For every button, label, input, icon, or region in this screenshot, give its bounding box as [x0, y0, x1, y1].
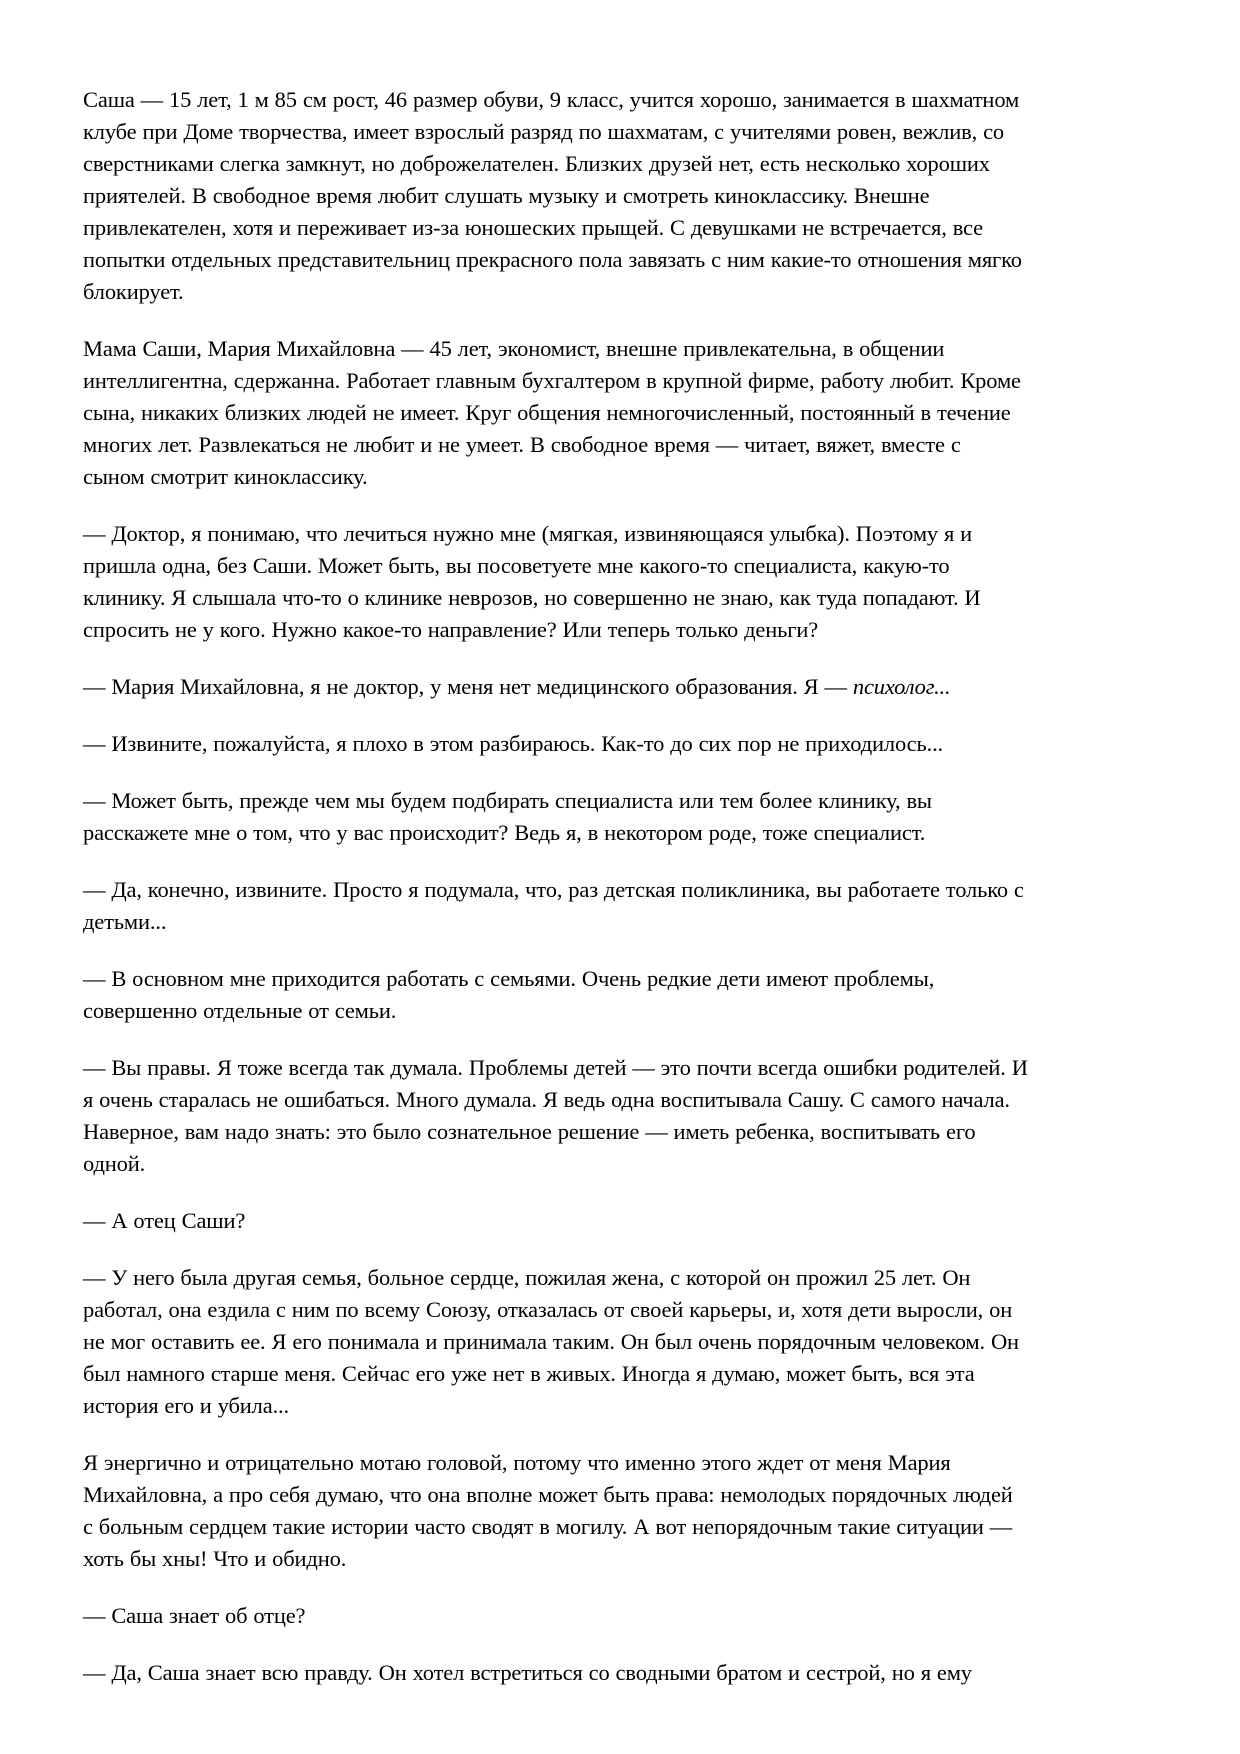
- paragraph: [83, 963, 1028, 1027]
- text-run: — А отец Саши?: [83, 1208, 246, 1233]
- text-run: Саша — 15 лет, 1 м 85 см рост, 46 размер обуви, 9 класс, учится хорошо, занимается в шахматном клубе при Доме творчества, имеет взрослый разряд по шахматам, с учителями ровен, вежлив, со сверстниками слегка замкнут, но доброжелателен. Близких друзей нет, есть несколько хороших приятелей. В свободное время любит слушать музыку и смотреть киноклассику. Внешне привлекателен, хотя и переживает из-за юношеских прыщей. С девушками не встречается, все попытки отдельных представительниц прекрасного пола завязать с ним какие-то отношения мягко блокирует.: [83, 87, 1022, 304]
- text-run: — Да, Саша знает всю правду. Он хотел встретиться со сводными братом и сестрой, но я ему: [83, 1660, 972, 1685]
- text-run: — Может быть, прежде чем мы будем подбирать специалиста или тем более клинику, вы расскажете мне о том, что у вас происходит? Ведь я, в некотором роде, тоже специалист.: [83, 788, 932, 845]
- paragraph: [83, 671, 1028, 703]
- text-run: психолог...: [852, 674, 951, 699]
- paragraph: [83, 874, 1028, 938]
- paragraph: [83, 84, 1028, 308]
- paragraph: [83, 728, 1028, 760]
- text-run: Мама Саши, Мария Михайловна — 45 лет, экономист, внешне привлекательна, в общении интеллигентна, сдержанна. Работает главным бухгалтером в крупной фирме, работу любит. Кроме сына, никаких близких людей не имеет. Круг общения немногочисленный, постоянный в течение многих лет. Развлекаться не любит и не умеет. В свободное время — читает, вяжет, вместе с сыном смотрит киноклассику.: [83, 336, 1021, 489]
- paragraph: [83, 333, 1028, 493]
- paragraph: [83, 518, 1028, 646]
- text-run: — У него была другая семья, больное сердце, пожилая жена, с которой он прожил 25 лет. Он работал, она ездила с ним по всему Союзу, отказалась от своей карьеры, и, хотя дети выросли, он не мог оставить ее. Я его понимала и принимала таким. Он был очень порядочным человеком. Он был намного старше меня. Сейчас его уже нет в живых. Иногда я думаю, может быть, вся эта история его и убила...: [83, 1265, 1019, 1418]
- paragraph: [83, 1262, 1028, 1422]
- text-run: — Вы правы. Я тоже всегда так думала. Проблемы детей — это почти всегда ошибки родителей. И я очень старалась не ошибаться. Много думала. Я ведь одна воспитывала Сашу. С самого начала. Наверное, вам надо знать: это было сознательное решение — иметь ребенка, воспитывать его одной.: [83, 1055, 1028, 1176]
- page-text: [83, 84, 1028, 1689]
- paragraph: [83, 785, 1028, 849]
- paragraph: [83, 1052, 1028, 1180]
- text-run: — Доктор, я понимаю, что лечиться нужно мне (мягкая, извиняющаяся улыбка). Поэтому я и пришла одна, без Саши. Может быть, вы посоветуете мне какого-то специалиста, какую-то клинику. Я слышала что-то о клинике неврозов, но совершенно не знаю, как туда попадают. И спросить не у кого. Нужно какое-то направление? Или теперь только деньги?: [83, 521, 981, 642]
- text-run: — Мария Михайловна, я не доктор, у меня нет медицинского образования. Я —: [83, 674, 853, 699]
- text-run: — В основном мне приходится работать с семьями. Очень редкие дети имеют проблемы, совершенно отдельные от семьи.: [83, 966, 935, 1023]
- paragraph: [83, 1447, 1028, 1575]
- paragraph: [83, 1205, 1028, 1237]
- paragraph: [83, 1657, 1028, 1689]
- text-run: — Извините, пожалуйста, я плохо в этом разбираюсь. Как-то до сих пор не приходилось...: [83, 731, 944, 756]
- text-run: Я энергично и отрицательно мотаю головой, потому что именно этого ждет от меня Мария Михайловна, а про себя думаю, что она вполне может быть права: немолодых порядочных людей с больным сердцем такие истории часто сводят в могилу. А вот непорядочным такие ситуации — хоть бы хны! Что и обидно.: [83, 1450, 1013, 1571]
- text-run: — Саша знает об отце?: [83, 1603, 306, 1628]
- paragraph: [83, 1600, 1028, 1632]
- text-run: — Да, конечно, извините. Просто я подумала, что, раз детская поликлиника, вы работаете только с детьми...: [83, 877, 1024, 934]
